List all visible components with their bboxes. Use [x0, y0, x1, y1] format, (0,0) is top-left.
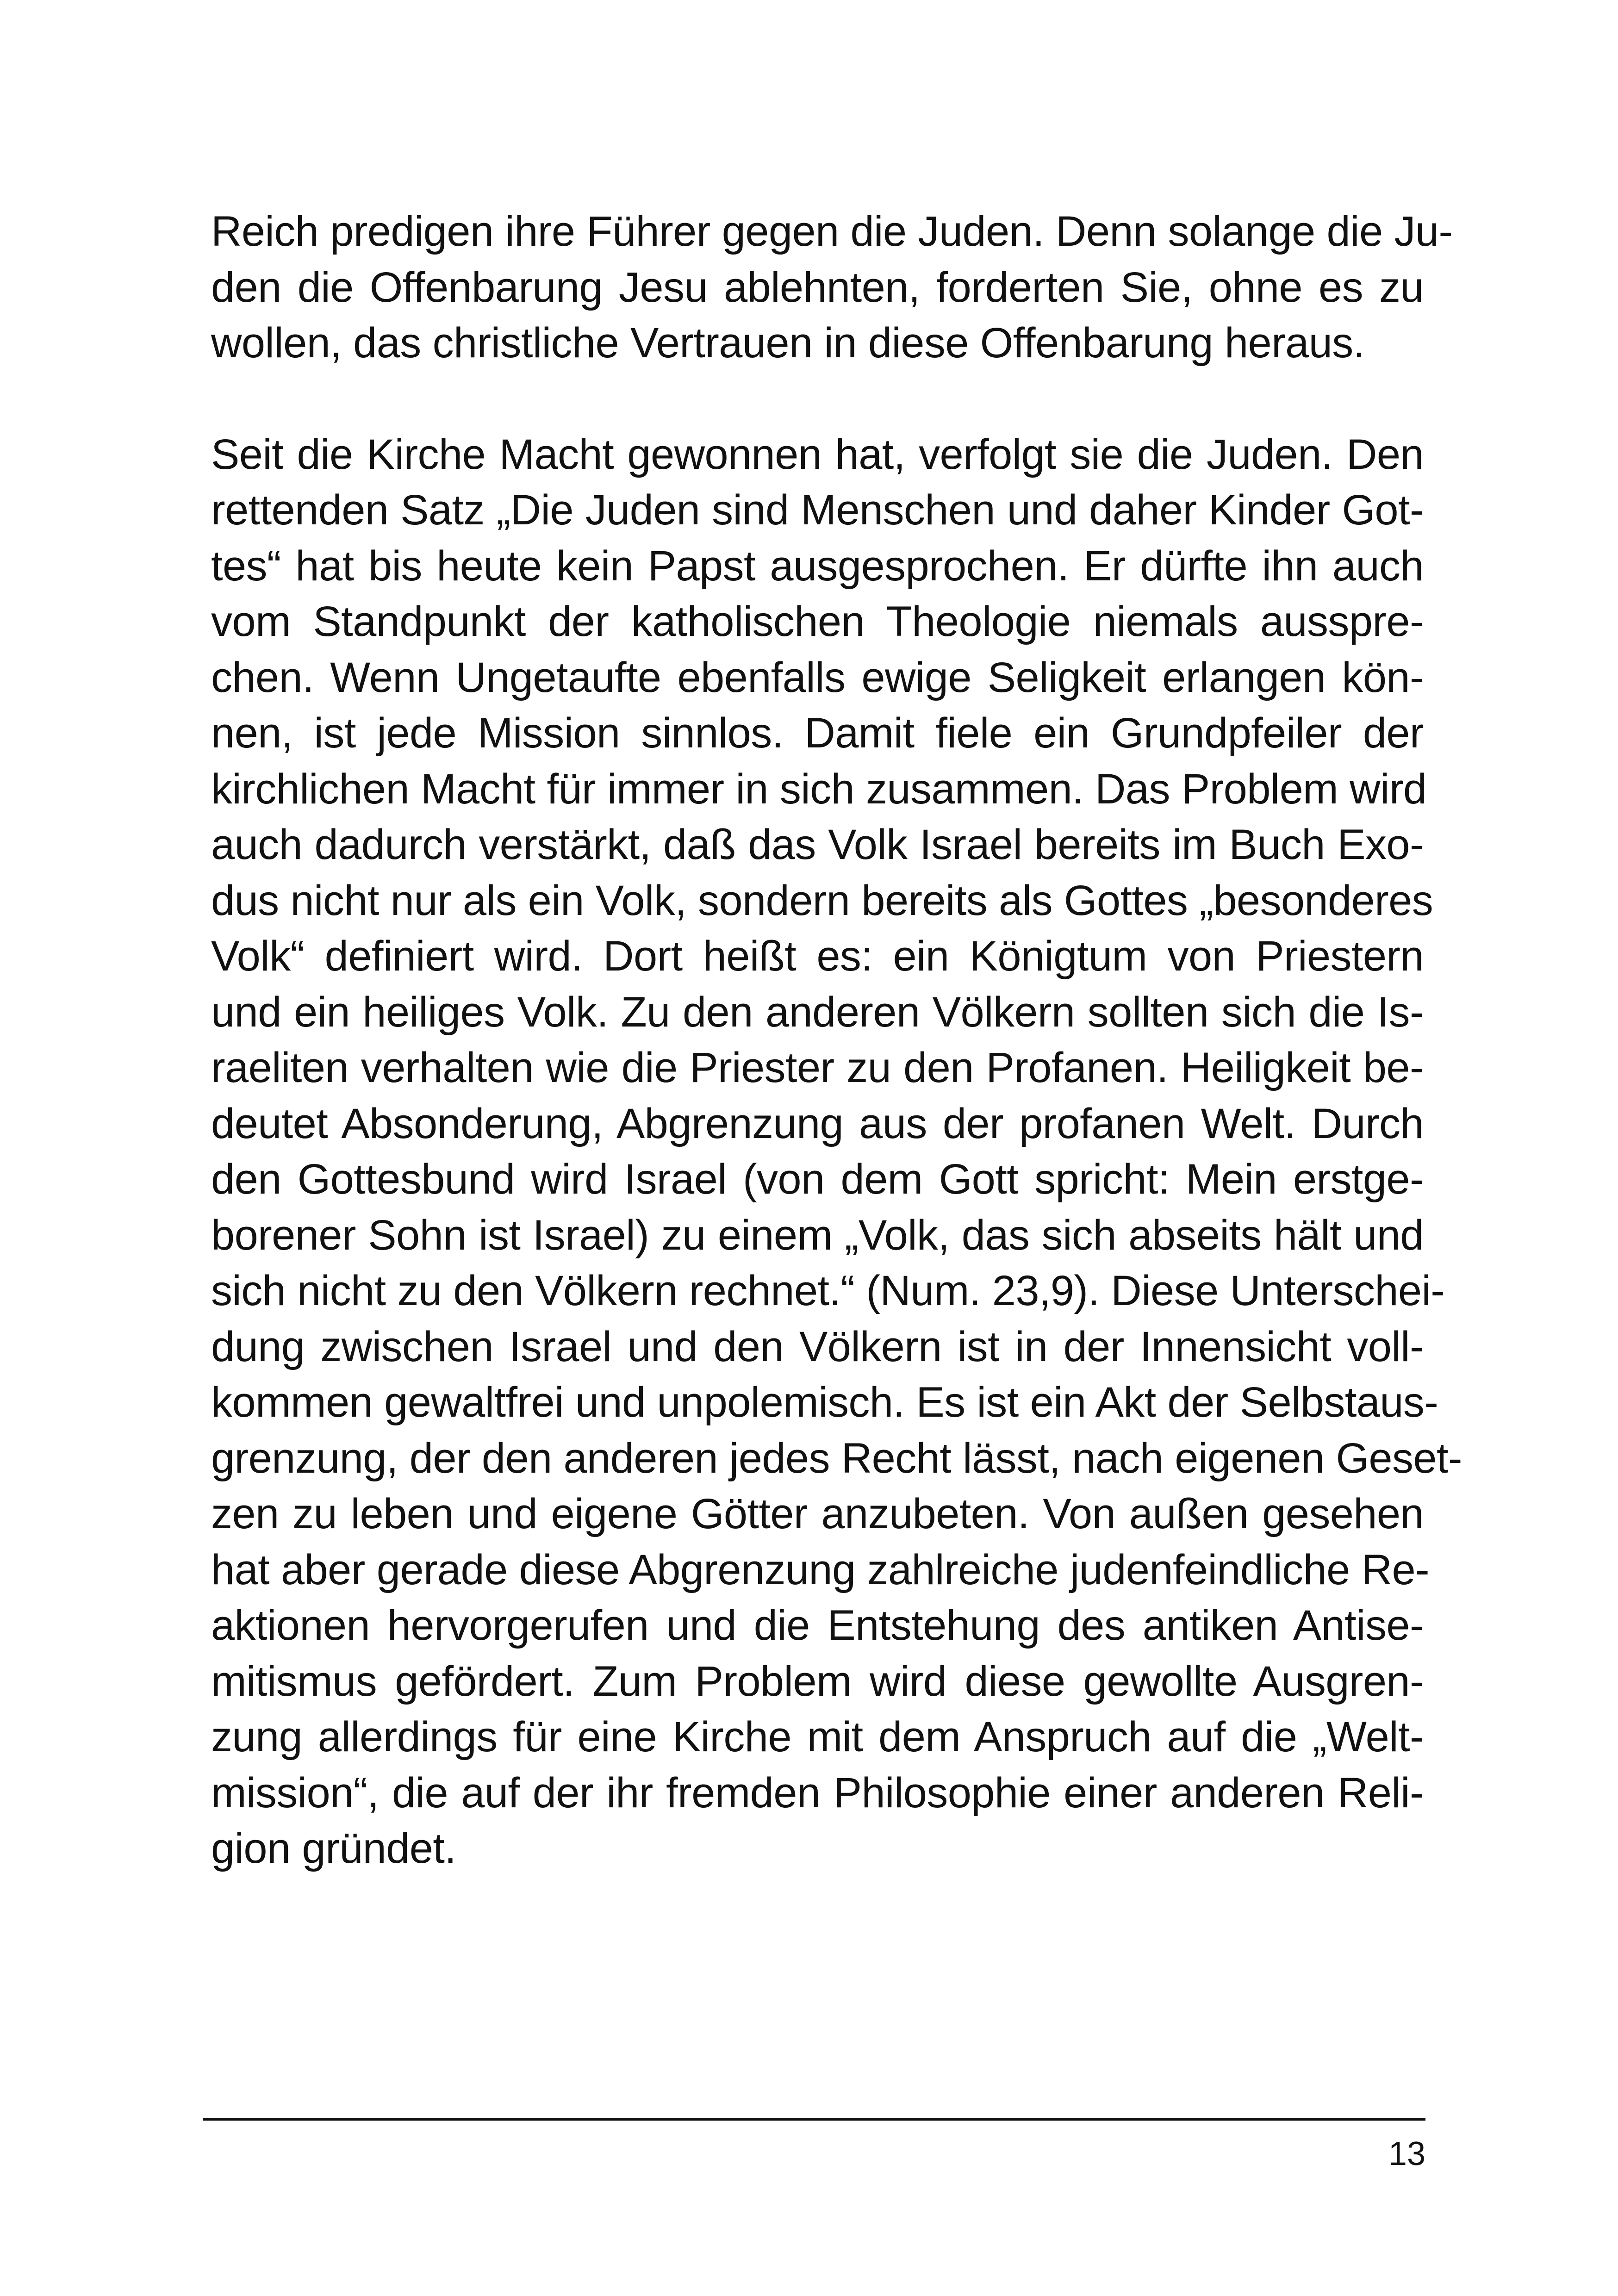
- text-line: zen zu leben und eigene Götter anzubeten. Von außen gesehen: [211, 1490, 1424, 1537]
- text-line: und ein heiliges Volk. Zu den anderen Völkern sollten sich die Is-: [211, 988, 1424, 1036]
- text-line: kirchlichen Macht für immer in sich zusammen. Das Problem wird: [211, 765, 1427, 813]
- text-line: vom Standpunkt der katholischen Theologie niemals ausspre-: [211, 598, 1424, 645]
- text-line: rettenden Satz „Die Juden sind Menschen und daher Kinder Got-: [211, 486, 1424, 534]
- text-line: den die Offenbarung Jesu ablehnten, forderten Sie, ohne es zu: [211, 263, 1424, 311]
- text-line: mission“, die auf der ihr fremden Philosophie einer anderen Reli-: [211, 1769, 1424, 1817]
- text-line: nen, ist jede Mission sinnlos. Damit fiele ein Grundpfeiler der: [211, 709, 1424, 757]
- text-line: tes“ hat bis heute kein Papst ausgesprochen. Er dürfte ihn auch: [211, 542, 1424, 590]
- body-paragraph: [211, 427, 1462, 1877]
- text-line: sich nicht zu den Völkern rechnet.“ (Num. 23,9). Diese Unterschei-: [211, 1267, 1445, 1314]
- body-paragraph: [211, 204, 1453, 371]
- text-line: Seit die Kirche Macht gewonnen hat, verfolgt sie die Juden. Den: [211, 430, 1424, 478]
- text-line: Volk“ definiert wird. Dort heißt es: ein Königtum von Priestern: [211, 933, 1424, 980]
- text-line: gion gründet.: [211, 1825, 456, 1872]
- page-body: [211, 204, 1462, 1877]
- text-line: deutet Absonderung, Abgrenzung aus der profanen Welt. Durch: [211, 1100, 1424, 1147]
- text-line: hat aber gerade diese Abgrenzung zahlreiche judenfeindliche Re-: [211, 1546, 1430, 1593]
- text-line: wollen, das christliche Vertrauen in diese Offenbarung heraus.: [211, 319, 1365, 367]
- paragraph-spacer: [211, 371, 1424, 427]
- page-number: 13: [1388, 2135, 1425, 2172]
- text-line: raeliten verhalten wie die Priester zu den Profanen. Heiligkeit be-: [211, 1044, 1424, 1091]
- text-line: mitismus gefördert. Zum Problem wird diese gewollte Ausgren-: [211, 1657, 1424, 1705]
- text-line: aktionen hervorgerufen und die Entstehung des antiken Antise-: [211, 1602, 1424, 1649]
- text-line: auch dadurch verstärkt, daß das Volk Israel bereits im Buch Exo-: [211, 821, 1424, 868]
- text-line: dus nicht nur als ein Volk, sondern bereits als Gottes „besonderes: [211, 877, 1433, 924]
- footer-divider: [203, 2118, 1425, 2121]
- text-line: borener Sohn ist Israel) zu einem „Volk, das sich abseits hält und: [211, 1211, 1424, 1259]
- text-line: den Gottesbund wird Israel (von dem Gott spricht: Mein erstge-: [211, 1156, 1424, 1203]
- text-line: zung allerdings für eine Kirche mit dem Anspruch auf die „Welt-: [211, 1713, 1424, 1761]
- text-line: dung zwischen Israel und den Völkern ist in der Innensicht voll-: [211, 1323, 1424, 1370]
- text-line: chen. Wenn Ungetaufte ebenfalls ewige Seligkeit erlangen kön-: [211, 653, 1424, 701]
- text-line: kommen gewaltfrei und unpolemisch. Es ist ein Akt der Selbstaus-: [211, 1379, 1438, 1426]
- text-line: Reich predigen ihre Führer gegen die Juden. Denn solange die Ju-: [211, 208, 1453, 255]
- text-line: grenzung, der den anderen jedes Recht lässt, nach eigenen Geset-: [211, 1434, 1462, 1482]
